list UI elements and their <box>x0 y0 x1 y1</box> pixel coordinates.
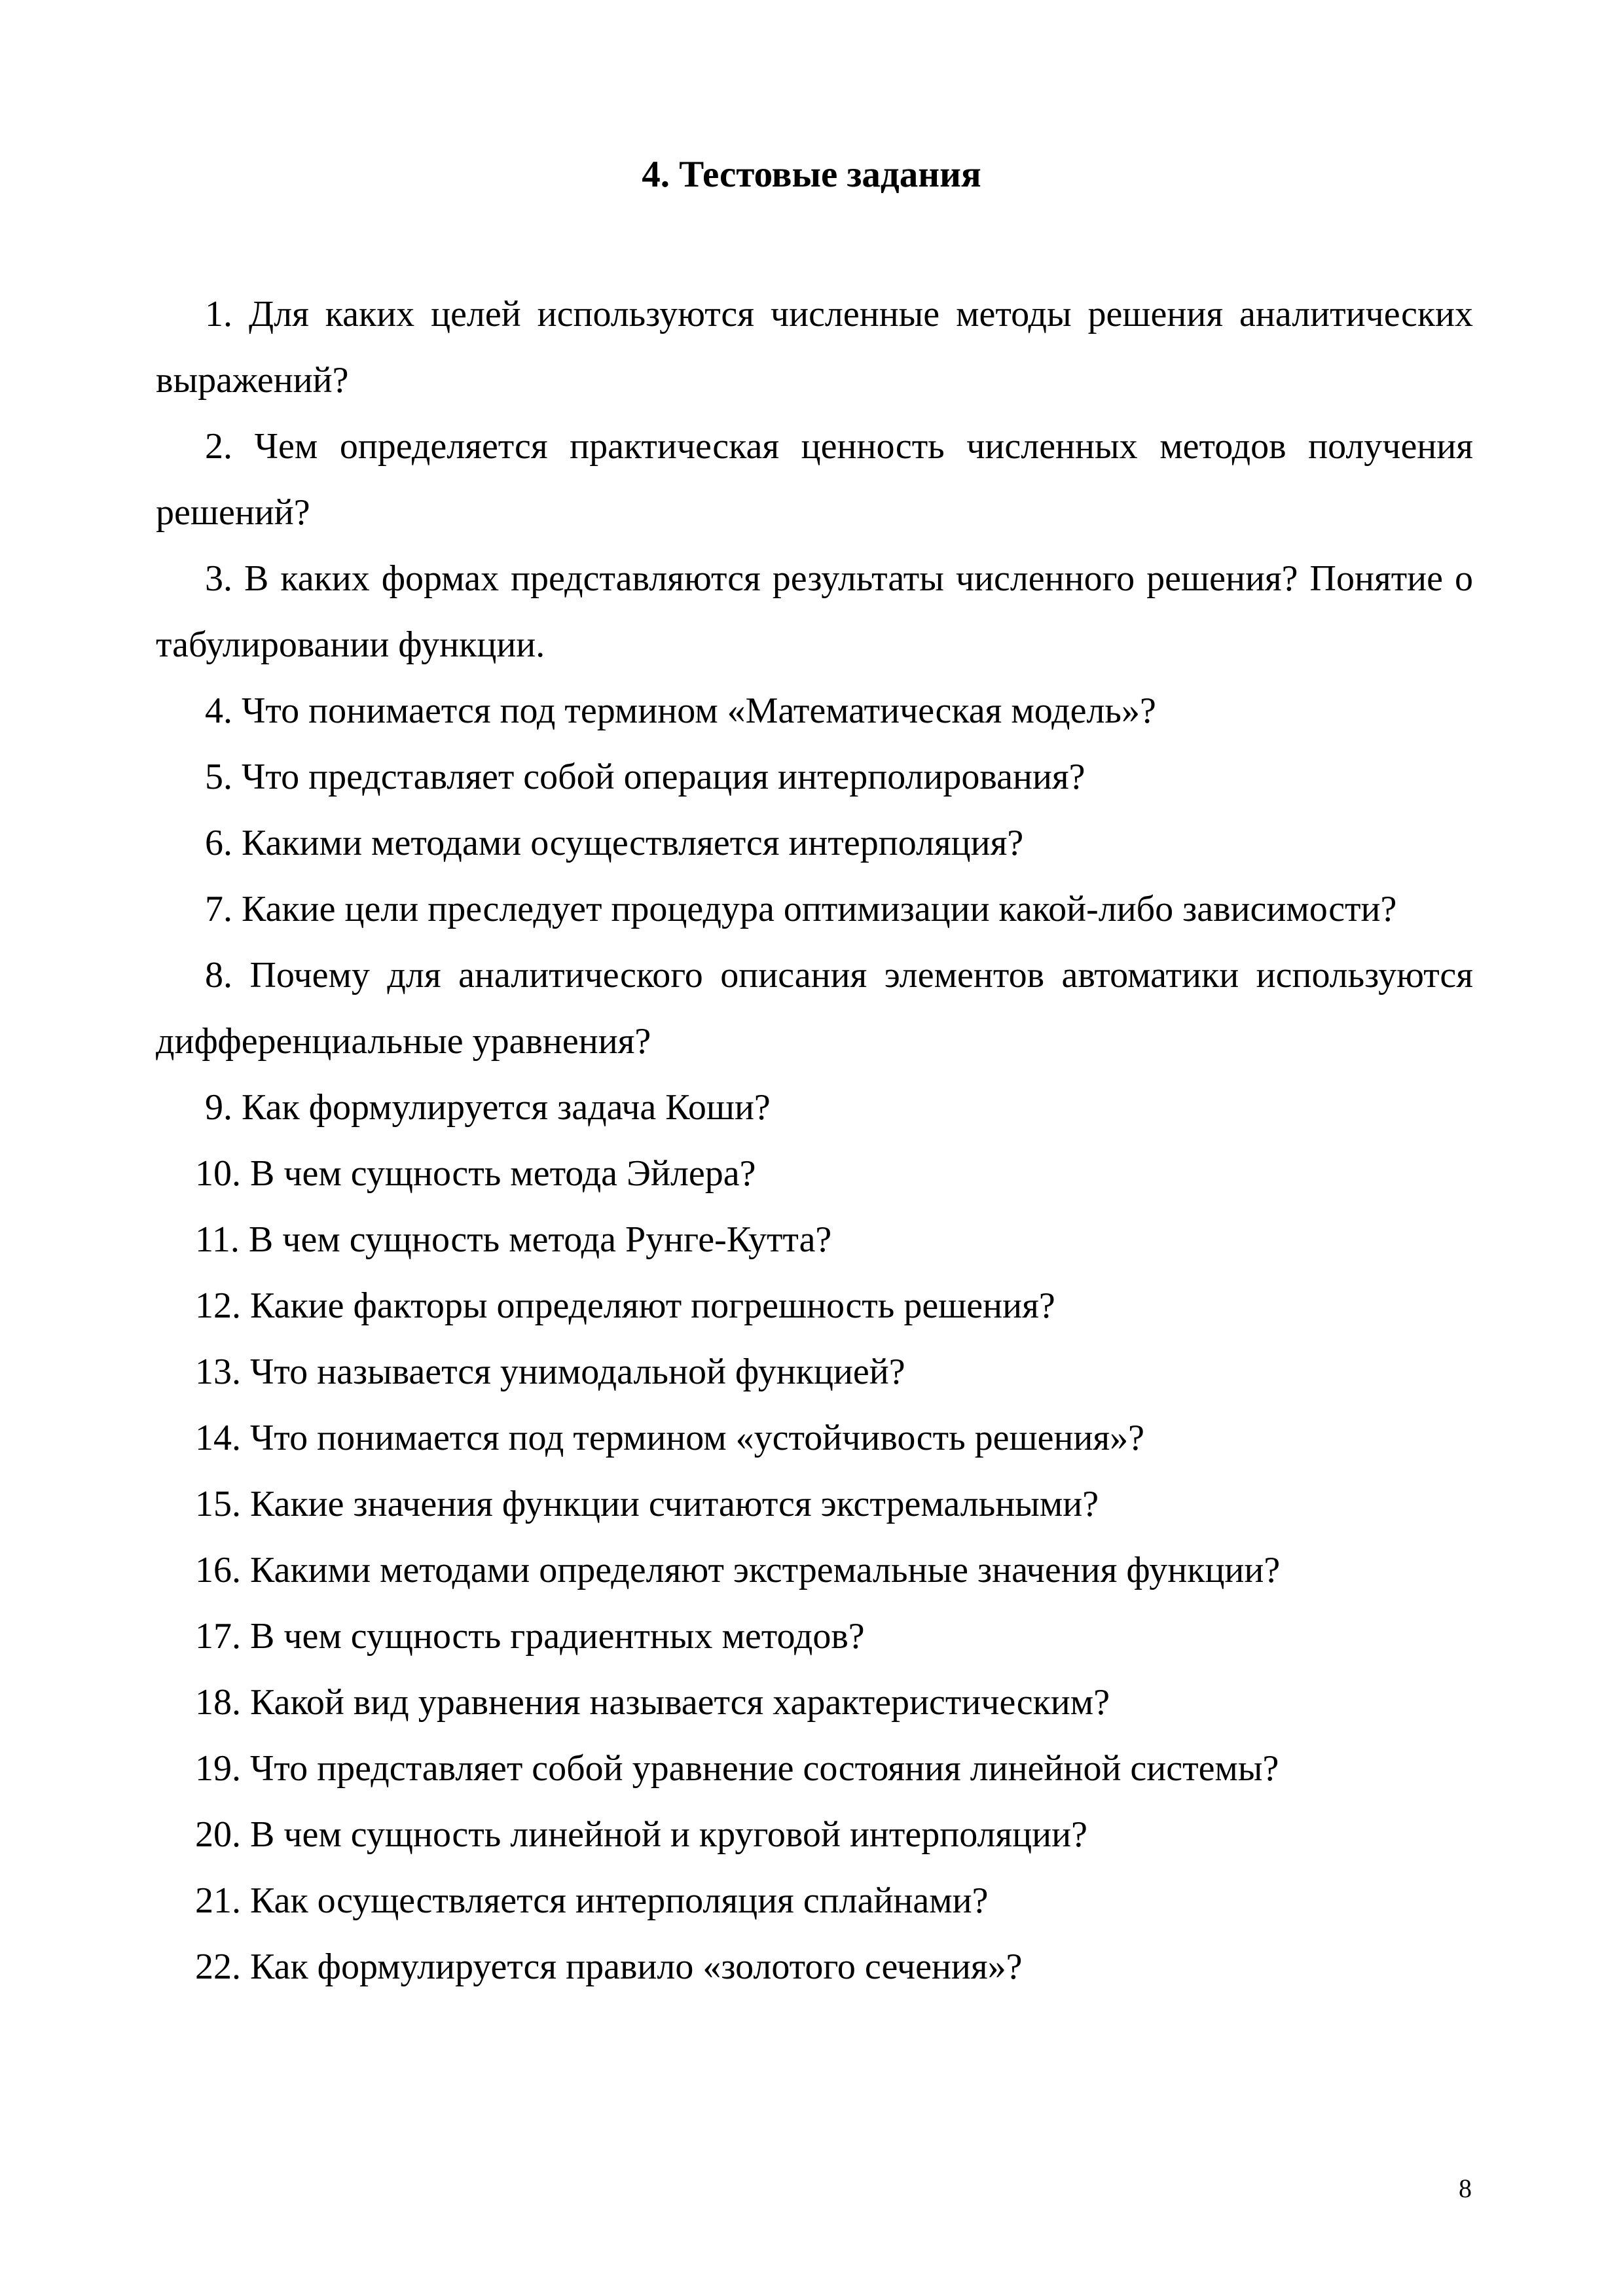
question-item: 16. Какими методами определяют экстремальные значения функции? <box>195 1550 1281 1590</box>
page-number: 8 <box>1459 2174 1472 2203</box>
question-item: 14. Что понимается под термином «устойчивость решения»? <box>195 1418 1145 1458</box>
question-item: 17. В чем сущность градиентных методов? <box>195 1616 865 1657</box>
question-item: 21. Как осуществляется интерполяция сплайнами? <box>195 1880 989 1921</box>
question-item: 5. Что представляет собой операция интерполирования? <box>205 757 1085 797</box>
question-item: 9. Как формулируется задача Коши? <box>205 1087 771 1128</box>
question-item: 10. В чем сущность метода Эйлера? <box>195 1153 756 1194</box>
question-list <box>156 281 1473 2000</box>
question-item: 6. Какими методами осуществляется интерполяция? <box>205 823 1024 863</box>
question-item: 4. Что понимается под термином «Математическая модель»? <box>205 691 1156 731</box>
question-item: 11. В чем сущность метода Рунге-Кутта? <box>195 1219 832 1260</box>
question-item: 3. В каких формах представляются результаты численного решения? Понятие о табулировании функции. <box>156 558 1473 665</box>
question-item: 12. Какие факторы определяют погрешность решения? <box>195 1285 1055 1326</box>
question-item: 15. Какие значения функции считаются экстремальными? <box>195 1484 1099 1524</box>
question-item: 7. Какие цели преследует процедура оптимизации какой-либо зависимости? <box>205 889 1397 929</box>
page-title: 4. Тестовые задания <box>642 154 981 195</box>
question-item: 19. Что представляет собой уравнение состояния линейной системы? <box>195 1748 1279 1789</box>
question-item: 20. В чем сущность линейной и круговой интерполяции? <box>195 1814 1087 1855</box>
question-item: 13. Что называется унимодальной функцией? <box>195 1352 905 1392</box>
question-item: 22. Как формулируется правило «золотого сечения»? <box>195 1946 1023 1987</box>
question-item: 8. Почему для аналитического описания элементов автоматики используются дифференциальные уравнения? <box>156 955 1473 1062</box>
question-item: 2. Чем определяется практическая ценность численных методов получения решений? <box>156 426 1473 533</box>
question-item: 18. Какой вид уравнения называется характеристическим? <box>195 1682 1110 1723</box>
question-item: 1. Для каких целей используются численные методы решения аналитических выражений? <box>156 294 1473 401</box>
